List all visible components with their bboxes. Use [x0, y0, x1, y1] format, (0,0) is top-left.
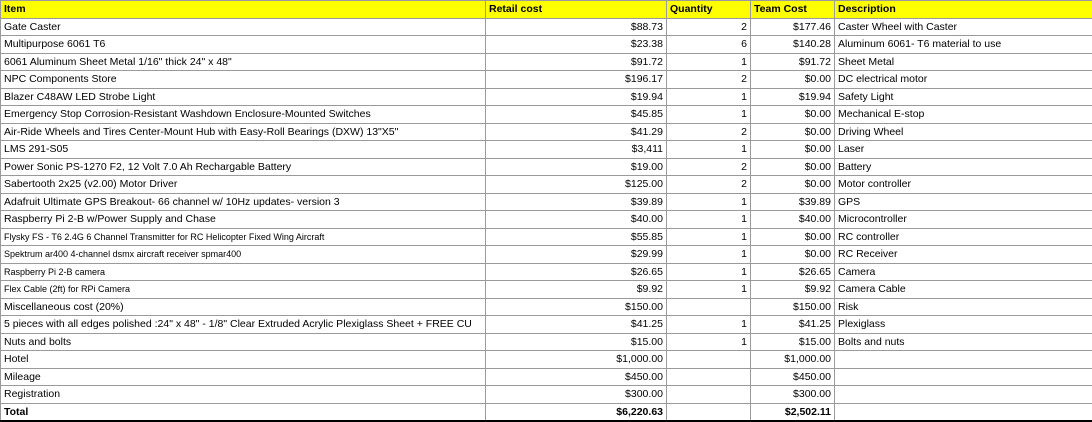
cell-quantity[interactable]: 1 — [667, 281, 751, 299]
cell-quantity[interactable]: 2 — [667, 18, 751, 36]
cell-item[interactable]: Air-Ride Wheels and Tires Center-Mount Hub with Easy-Roll Bearings (DXW) 13"X5" — [1, 123, 486, 141]
cell-team-cost[interactable]: $0.00 — [751, 246, 835, 264]
cell-description[interactable]: Camera — [835, 263, 1092, 281]
cell-team-cost[interactable]: $40.00 — [751, 211, 835, 229]
cell-team-cost[interactable]: $450.00 — [751, 368, 835, 386]
cell-item[interactable]: Raspberry Pi 2-B w/Power Supply and Chase — [1, 211, 486, 229]
total-quantity[interactable] — [667, 403, 751, 421]
cell-retail-cost[interactable]: $41.25 — [486, 316, 667, 334]
table-row — [1, 333, 1092, 351]
table-row — [1, 141, 1092, 159]
cell-retail-cost[interactable]: $40.00 — [486, 211, 667, 229]
table-row — [1, 53, 1092, 71]
cell-team-cost[interactable]: $0.00 — [751, 123, 835, 141]
cell-description[interactable]: Driving Wheel — [835, 123, 1092, 141]
cell-quantity[interactable]: 2 — [667, 71, 751, 89]
table-row — [1, 176, 1092, 194]
header-item[interactable]: Item — [1, 1, 486, 19]
cell-description[interactable]: Safety Light — [835, 88, 1092, 106]
cell-item[interactable]: 5 pieces with all edges polished :24" x 48" - 1/8" Clear Extruded Acrylic Plexiglass Sheet + FREE CU — [1, 316, 486, 334]
cell-team-cost[interactable]: $0.00 — [751, 106, 835, 124]
cell-retail-cost[interactable]: $1,000.00 — [486, 351, 667, 369]
cell-item[interactable]: Flex Cable (2ft) for RPi Camera — [1, 281, 486, 299]
table-row — [1, 193, 1092, 211]
cell-item[interactable]: Hotel — [1, 351, 486, 369]
table-row — [1, 386, 1092, 404]
cell-team-cost[interactable]: $26.65 — [751, 263, 835, 281]
cell-quantity[interactable] — [667, 368, 751, 386]
cell-team-cost[interactable]: $0.00 — [751, 176, 835, 194]
cell-item[interactable]: Multipurpose 6061 T6 — [1, 36, 486, 54]
total-label[interactable]: Total — [1, 403, 486, 421]
total-description[interactable] — [835, 403, 1092, 421]
cell-retail-cost[interactable]: $19.94 — [486, 88, 667, 106]
cell-item[interactable]: Blazer C48AW LED Strobe Light — [1, 88, 486, 106]
cell-retail-cost[interactable]: $45.85 — [486, 106, 667, 124]
table-row — [1, 123, 1092, 141]
cell-description[interactable]: DC electrical motor — [835, 71, 1092, 89]
cell-team-cost[interactable]: $41.25 — [751, 316, 835, 334]
table-row — [1, 368, 1092, 386]
cell-description[interactable]: Battery — [835, 158, 1092, 176]
table-row — [1, 298, 1092, 316]
cell-quantity[interactable]: 2 — [667, 123, 751, 141]
cell-description[interactable]: Microcontroller — [835, 211, 1092, 229]
cell-quantity[interactable] — [667, 298, 751, 316]
cell-team-cost[interactable]: $177.46 — [751, 18, 835, 36]
table-row — [1, 158, 1092, 176]
cell-quantity[interactable]: 1 — [667, 53, 751, 71]
cell-description[interactable]: Laser — [835, 141, 1092, 159]
header-team-cost[interactable]: Team Cost — [751, 1, 835, 19]
cell-team-cost[interactable]: $300.00 — [751, 386, 835, 404]
cell-quantity[interactable] — [667, 351, 751, 369]
cell-team-cost[interactable]: $1,000.00 — [751, 351, 835, 369]
cell-quantity[interactable]: 1 — [667, 228, 751, 246]
cell-item[interactable]: LMS 291-S05 — [1, 141, 486, 159]
header-description[interactable]: Description — [835, 1, 1092, 19]
cell-retail-cost[interactable]: $19.00 — [486, 158, 667, 176]
header-row — [1, 1, 1092, 19]
cell-retail-cost[interactable]: $150.00 — [486, 298, 667, 316]
cell-description[interactable] — [835, 386, 1092, 404]
cell-retail-cost[interactable]: $300.00 — [486, 386, 667, 404]
cell-item[interactable]: 6061 Aluminum Sheet Metal 1/16" thick 24" x 48" — [1, 53, 486, 71]
cell-quantity[interactable]: 1 — [667, 333, 751, 351]
cell-retail-cost[interactable]: $88.73 — [486, 18, 667, 36]
header-retail-cost[interactable]: Retail cost — [486, 1, 667, 19]
cell-quantity[interactable]: 1 — [667, 211, 751, 229]
cell-description[interactable]: Camera Cable — [835, 281, 1092, 299]
table-row — [1, 106, 1092, 124]
cell-item[interactable]: Nuts and bolts — [1, 333, 486, 351]
cell-description[interactable]: Aluminum 6061- T6 material to use — [835, 36, 1092, 54]
header-quantity[interactable]: Quantity — [667, 1, 751, 19]
cell-retail-cost[interactable]: $3,411 — [486, 141, 667, 159]
cell-retail-cost[interactable]: $450.00 — [486, 368, 667, 386]
table-row — [1, 281, 1092, 299]
cell-quantity[interactable]: 1 — [667, 88, 751, 106]
cell-quantity[interactable]: 1 — [667, 263, 751, 281]
cell-quantity[interactable]: 2 — [667, 176, 751, 194]
cell-retail-cost[interactable]: $26.65 — [486, 263, 667, 281]
cell-retail-cost[interactable]: $9.92 — [486, 281, 667, 299]
cell-item[interactable]: Mileage — [1, 368, 486, 386]
table-row — [1, 263, 1092, 281]
cell-item[interactable]: Adafruit Ultimate GPS Breakout- 66 channel w/ 10Hz updates- version 3 — [1, 193, 486, 211]
cell-item[interactable]: Emergency Stop Corrosion-Resistant Washdown Enclosure-Mounted Switches — [1, 106, 486, 124]
table-row — [1, 36, 1092, 54]
total-retail-cost[interactable]: $6,220.63 — [486, 403, 667, 421]
cell-item[interactable]: Miscellaneous cost (20%) — [1, 298, 486, 316]
cell-quantity[interactable]: 1 — [667, 106, 751, 124]
cell-quantity[interactable] — [667, 386, 751, 404]
cell-team-cost[interactable]: $140.28 — [751, 36, 835, 54]
total-row — [1, 403, 1092, 421]
cell-description[interactable]: Caster Wheel with Caster — [835, 18, 1092, 36]
cell-description[interactable] — [835, 368, 1092, 386]
cell-quantity[interactable]: 6 — [667, 36, 751, 54]
cell-description[interactable]: RC Receiver — [835, 246, 1092, 264]
cell-quantity[interactable]: 1 — [667, 316, 751, 334]
total-team-cost[interactable]: $2,502.11 — [751, 403, 835, 421]
cell-item[interactable]: Flysky FS - T6 2.4G 6 Channel Transmitter for RC Helicopter Fixed Wing Aircraft — [1, 228, 486, 246]
cell-team-cost[interactable]: $91.72 — [751, 53, 835, 71]
cell-item[interactable]: Raspberry Pi 2-B camera — [1, 263, 486, 281]
table-row — [1, 316, 1092, 334]
cell-team-cost[interactable]: $9.92 — [751, 281, 835, 299]
table-row — [1, 18, 1092, 36]
table-row — [1, 351, 1092, 369]
cell-retail-cost[interactable]: $23.38 — [486, 36, 667, 54]
cell-item[interactable]: Spektrum ar400 4-channel dsmx aircraft receiver spmar400 — [1, 246, 486, 264]
cell-description[interactable]: Sheet Metal — [835, 53, 1092, 71]
cell-team-cost[interactable]: $0.00 — [751, 228, 835, 246]
cell-item[interactable]: Power Sonic PS-1270 F2, 12 Volt 7.0 Ah Rechargable Battery — [1, 158, 486, 176]
cell-description[interactable]: GPS — [835, 193, 1092, 211]
cell-description[interactable]: RC controller — [835, 228, 1092, 246]
cell-item[interactable]: Registration — [1, 386, 486, 404]
table-row — [1, 246, 1092, 264]
cell-team-cost[interactable]: $150.00 — [751, 298, 835, 316]
cell-team-cost[interactable]: $0.00 — [751, 71, 835, 89]
cell-team-cost[interactable]: $0.00 — [751, 158, 835, 176]
cell-quantity[interactable]: 2 — [667, 158, 751, 176]
cell-description[interactable]: Motor controller — [835, 176, 1092, 194]
table-row — [1, 71, 1092, 89]
cell-quantity[interactable]: 1 — [667, 246, 751, 264]
table-row — [1, 88, 1092, 106]
cell-retail-cost[interactable]: $125.00 — [486, 176, 667, 194]
cell-description[interactable]: Mechanical E-stop — [835, 106, 1092, 124]
cell-description[interactable] — [835, 351, 1092, 369]
cell-retail-cost[interactable]: $39.89 — [486, 193, 667, 211]
cell-retail-cost[interactable]: $196.17 — [486, 71, 667, 89]
cell-retail-cost[interactable]: $41.29 — [486, 123, 667, 141]
cell-retail-cost[interactable]: $29.99 — [486, 246, 667, 264]
cell-retail-cost[interactable]: $15.00 — [486, 333, 667, 351]
cell-team-cost[interactable]: $19.94 — [751, 88, 835, 106]
cell-quantity[interactable]: 1 — [667, 141, 751, 159]
cell-description[interactable]: Risk — [835, 298, 1092, 316]
cell-quantity[interactable]: 1 — [667, 193, 751, 211]
cell-team-cost[interactable]: $0.00 — [751, 141, 835, 159]
cell-description[interactable]: Plexiglass — [835, 316, 1092, 334]
cell-item[interactable]: Gate Caster — [1, 18, 486, 36]
table-row — [1, 228, 1092, 246]
cell-item[interactable]: NPC Components Store — [1, 71, 486, 89]
cell-retail-cost[interactable]: $55.85 — [486, 228, 667, 246]
cell-item[interactable]: Sabertooth 2x25 (v2.00) Motor Driver — [1, 176, 486, 194]
cell-team-cost[interactable]: $39.89 — [751, 193, 835, 211]
cell-retail-cost[interactable]: $91.72 — [486, 53, 667, 71]
table-row — [1, 211, 1092, 229]
cell-team-cost[interactable]: $15.00 — [751, 333, 835, 351]
cell-description[interactable]: Bolts and nuts — [835, 333, 1092, 351]
